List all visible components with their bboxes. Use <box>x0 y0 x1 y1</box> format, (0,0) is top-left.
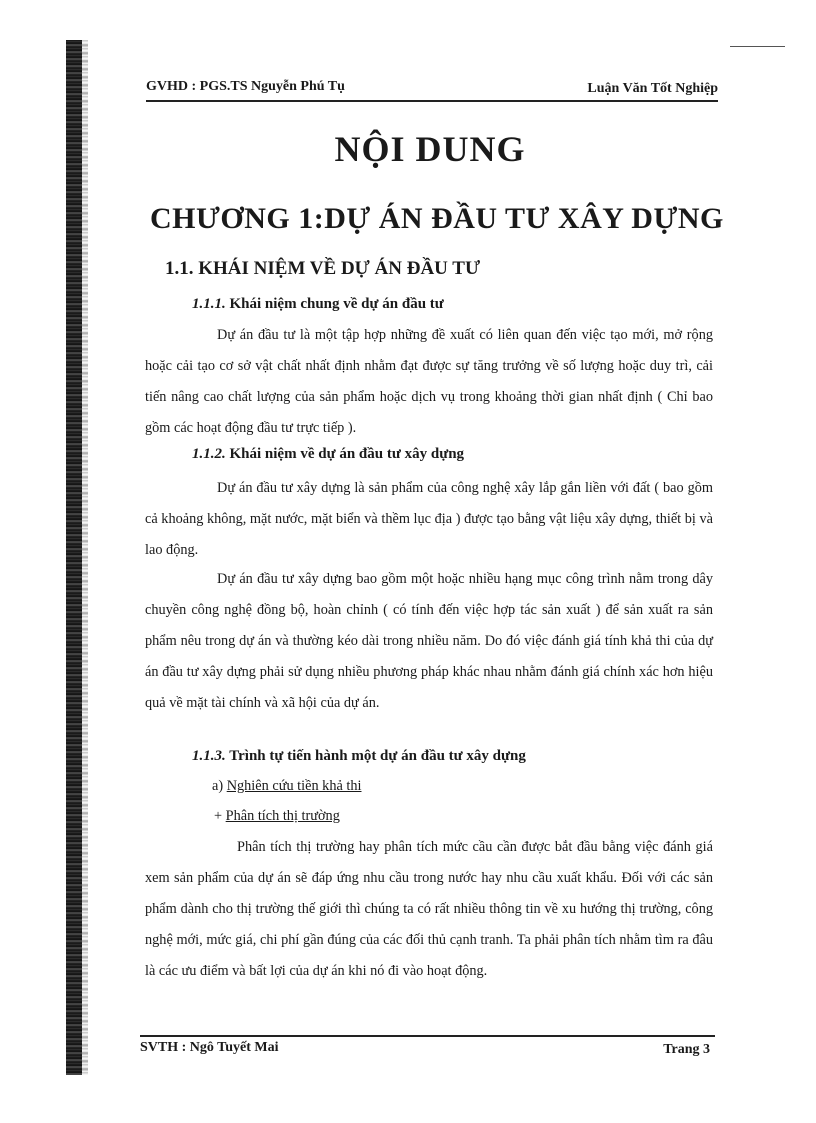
subsection-title: Trình tự tiến hành một dự án đầu tư xây dựng <box>229 748 526 764</box>
step-b-label: Phân tích thị trường <box>225 808 340 824</box>
step-b <box>214 808 340 825</box>
paragraph: Dự án đầu tư là một tập hợp những đề xuất có liên quan đến việc tạo mới, mở rộng hoặc cải tạo cơ sở vật chất nhất định nhằm đạt được sự tăng trưởng về số lượng hoặc duy trì, cải tiến nâng cao chất lượng của sản phẩm hoặc dịch vụ trong khoảng thời gian nhất định ( Chỉ bao gồm các hoạt động đầu tư trực tiếp ). <box>145 327 713 436</box>
scan-binding-shadow <box>82 40 88 1075</box>
page-title: NỘI DUNG <box>334 129 526 169</box>
step-b-prefix: + <box>214 808 223 824</box>
page-footer <box>140 1040 710 1060</box>
paragraph: Dự án đầu tư xây dựng là sản phẩm của công nghệ xây lắp gắn liền với đất ( bao gồm cả khoảng không, mặt nước, mặt biển và thềm lục địa ) được tạo bằng vật liệu xây dựng, thiết bị và lao động. <box>145 480 713 558</box>
subsection-number: 1.1.2. <box>192 446 226 462</box>
footer-rule <box>140 1035 715 1037</box>
thesis-label: Luận Văn Tốt Nghiệp <box>587 81 718 96</box>
section-heading: 1.1. KHÁI NIỆM VỀ DỰ ÁN ĐẦU TƯ <box>165 258 481 279</box>
subsection-title: Khái niệm về dự án đầu tư xây dựng <box>229 446 465 462</box>
step-a-prefix: a) <box>212 778 224 794</box>
scan-binding-edge <box>66 40 82 1075</box>
subsection-heading-1-1-3 <box>192 748 526 765</box>
paragraph: Phân tích thị trường hay phân tích mức cầu cần được bắt đầu bằng việc đánh giá xem sản phẩm của dự án sẽ đáp ứng nhu cầu trong nước hay nhu cầu xuất khẩu. Đối với các sản phẩm dành cho thị trường thế giới thì chúng ta có rất nhiều thông tin về xu hướng thị trường, công nghệ mới, mức giá, chi phí gần đúng của các đối thủ cạnh tranh. Ta phải phân tích nhằm tìm ra đâu là các ưu điểm và bất lợi của dự án khi nó đi vào hoạt động. <box>145 839 713 979</box>
page-header <box>146 75 718 97</box>
subsection-number: 1.1.3. <box>192 748 226 764</box>
subsection-heading-1-1-1 <box>192 296 444 313</box>
step-a-label: Nghiên cứu tiền khả thi <box>226 778 362 794</box>
step-a <box>212 778 362 795</box>
page-number: Trang 3 <box>663 1042 710 1057</box>
subsection-number: 1.1.1. <box>192 296 226 312</box>
student-label: SVTH : Ngô Tuyết Mai <box>140 1040 279 1055</box>
advisor-label: GVHD : PGS.TS Nguyễn Phú Tụ <box>146 79 345 94</box>
chapter-title: CHƯƠNG 1:DỰ ÁN ĐẦU TƯ XÂY DỰNG <box>150 202 724 235</box>
paragraph: Dự án đầu tư xây dựng bao gồm một hoặc nhiều hạng mục công trình nằm trong dây chuyền công nghệ đồng bộ, hoàn chỉnh ( có tính đến việc hợp tác sản xuất ) để sản xuất ra sản phẩm nêu trong dự án và thường kéo dài trong nhiều năm. Do đó việc đánh giá tính khả thi của dự án đầu tư xây dựng phải sử dụng nhiều phương pháp khác nhau nhằm đánh giá chính xác hơn hiệu quả về mặt tài chính và xã hội của dự án. <box>145 571 713 711</box>
subsection-title: Khái niệm chung về dự án đầu tư <box>229 296 444 312</box>
scan-artifact-line <box>730 46 785 47</box>
header-rule <box>146 100 718 102</box>
subsection-heading-1-1-2 <box>192 446 464 463</box>
